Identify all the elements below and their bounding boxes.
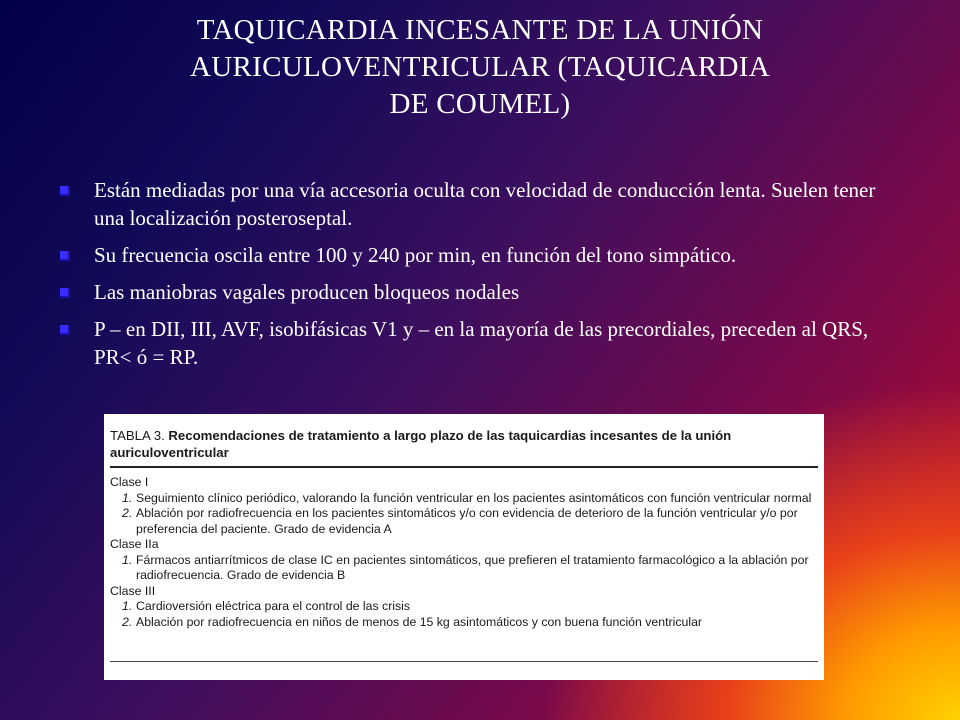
title-line-3: DE COUMEL)	[389, 88, 571, 120]
table-number: TABLA 3.	[110, 428, 165, 443]
recommendation-item	[110, 615, 818, 631]
bullet-item	[58, 278, 908, 306]
square-bullet-icon	[60, 325, 70, 335]
table-header	[110, 427, 815, 461]
bullet-text: Las maniobras vagales producen bloqueos nodales	[94, 280, 520, 304]
bullet-list	[58, 176, 908, 380]
clase-label: Clase III	[110, 583, 156, 598]
table-top-rule	[110, 466, 818, 468]
clase-label: Clase I	[110, 475, 149, 489]
item-number: 1.	[122, 552, 133, 567]
recommendation-item	[110, 506, 818, 537]
recommendation-item	[110, 599, 818, 615]
table-body	[110, 475, 818, 630]
item-text: Ablación por radiofrecuencia en los pacientes sintomáticos y/o con evidencia de deterioro de la función ventricular y/o por preferencia del paciente. Grado de evidencia A	[136, 506, 798, 536]
item-text: Seguimiento clínico periódico, valorando la función ventricular en los pacientes asintomáticos con función ventricular normal	[136, 490, 812, 505]
bullet-item	[58, 176, 908, 232]
title-line-1: TAQUICARDIA INCESANTE DE LA UNIÓN	[196, 14, 764, 46]
item-number: 1.	[122, 599, 133, 613]
item-number: 1.	[122, 490, 133, 505]
square-bullet-icon	[60, 186, 70, 196]
table-bottom-rule	[110, 661, 818, 662]
table-title: Recomendaciones de tratamiento a largo plazo de las taquicardias incesantes de la unión auriculoventricular	[110, 428, 732, 460]
item-number: 2.	[122, 506, 133, 520]
item-text: Ablación por radiofrecuencia en niños de menos de 15 kg asintomáticos y con buena función ventricular	[136, 614, 702, 629]
recommendations-table	[104, 414, 824, 680]
slide-title	[80, 12, 880, 123]
title-line-2: AURICULOVENTRICULAR (TAQUICARDIA	[190, 51, 770, 83]
bullet-text: Su frecuencia oscila entre 100 y 240 por min, en función del tono simpático.	[94, 243, 737, 267]
square-bullet-icon	[60, 288, 70, 298]
bullet-text: P – en DII, III, AVF, isobifásicas V1 y – en la mayoría de las precordiales, preceden al QRS, PR< ó = RP.	[94, 317, 869, 369]
recommendation-item	[110, 553, 818, 584]
item-text: Fármacos antiarrítmicos de clase IC en pacientes sintomáticos, que prefieren el tratamiento farmacológico a la ablación por radiofrecuencia. Grado de evidencia B	[136, 552, 809, 582]
bullet-item	[58, 315, 908, 371]
item-text: Cardioversión eléctrica para el control de las crisis	[136, 599, 411, 613]
bullet-item	[58, 241, 908, 269]
clase-label: Clase IIa	[110, 537, 159, 551]
item-number: 2.	[122, 614, 133, 629]
square-bullet-icon	[60, 251, 70, 261]
recommendation-item	[110, 491, 818, 507]
bullet-text: Están mediadas por una vía accesoria oculta con velocidad de conducción lenta. Suelen tener una localización posteroseptal.	[94, 178, 876, 230]
